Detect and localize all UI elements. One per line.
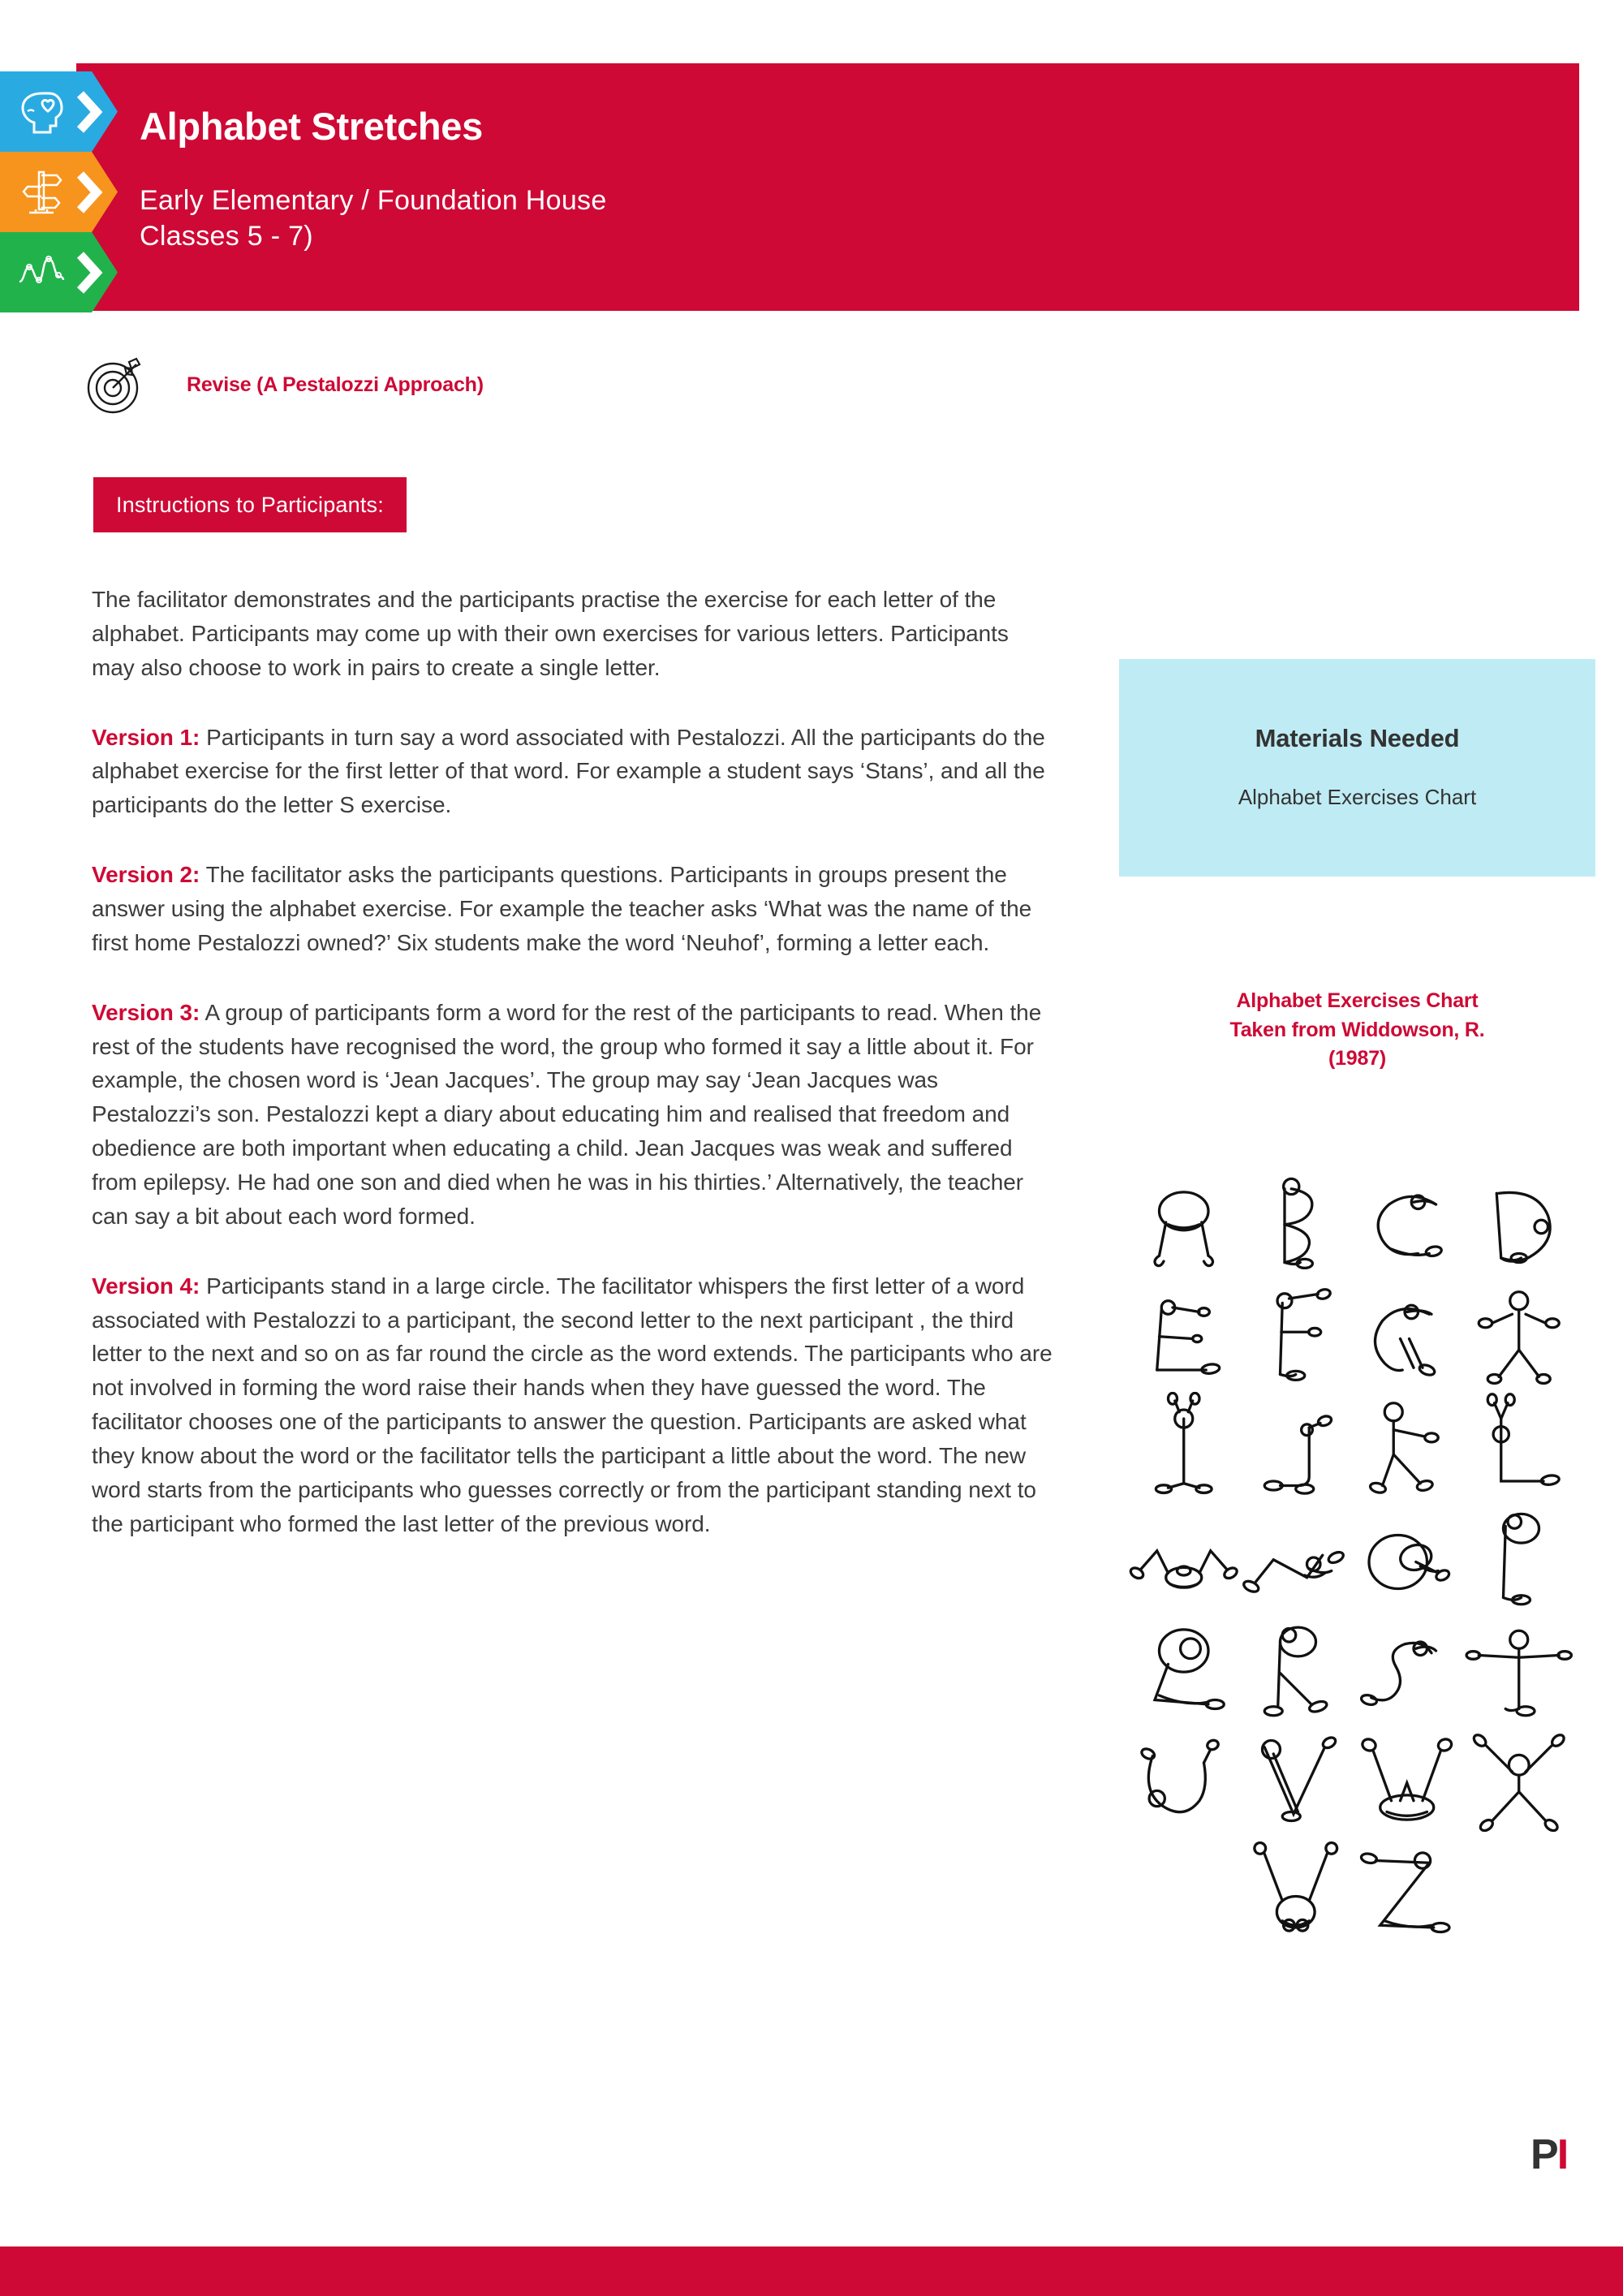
alphabet-grid-spacer — [1463, 1838, 1575, 1950]
instructions-banner-label: Instructions to Participants: — [116, 492, 384, 517]
alphabet-grid-spacer — [1128, 1838, 1240, 1950]
alphabet-chart-caption-line3: (1987) — [1328, 1047, 1387, 1070]
header-badge-group — [0, 71, 118, 315]
chevron-right-icon — [75, 252, 103, 294]
alphabet-figure-f — [1240, 1281, 1352, 1393]
version-2-label: Version 2: — [92, 862, 200, 888]
alphabet-figure-q — [1128, 1615, 1240, 1727]
alphabet-figure-d — [1463, 1169, 1575, 1281]
alphabet-figure-t — [1463, 1615, 1575, 1727]
version-1-text: Participants in turn say a word associated with Pestalozzi. All the participants do the alphabet exercise for the first letter of that word. For example a student says ‘Stans’, and all the participants do the letter S exercise. — [92, 724, 1045, 818]
chevron-right-icon — [75, 171, 103, 213]
paragraph-version-3 — [92, 996, 1057, 1234]
alphabet-figure-b — [1240, 1169, 1352, 1281]
section-heading: Revise (A Pestalozzi Approach) — [187, 373, 484, 396]
materials-needed-item: Alphabet Exercises Chart — [1238, 784, 1477, 809]
target-arrow-icon — [84, 352, 148, 416]
head-heart-icon — [18, 87, 65, 137]
version-1-label: Version 1: — [92, 724, 200, 750]
alphabet-figure-p — [1463, 1504, 1575, 1616]
paragraph-intro: The facilitator demonstrates and the participants practise the exercise for each letter of the alphabet. Participants may come up with their own exercises for various letters. Participants may also choose to work in pairs to create a single letter. — [92, 587, 1009, 680]
alphabet-figure-z — [1351, 1838, 1463, 1950]
materials-needed-title: Materials Needed — [1255, 723, 1460, 752]
instructions-banner — [93, 477, 407, 532]
alphabet-figure-k — [1351, 1392, 1463, 1504]
alphabet-chart-grid — [1128, 1169, 1574, 1875]
alphabet-figure-u — [1128, 1727, 1240, 1839]
alphabet-chart-caption-line1: Alphabet Exercises Chart — [1236, 989, 1479, 1012]
paragraph-version-1 — [92, 721, 1057, 823]
page-subtitle-line1: Early Elementary / Foundation House — [140, 185, 607, 216]
alphabet-figure-w — [1351, 1727, 1463, 1839]
alphabet-figure-v — [1240, 1727, 1352, 1839]
wave-chart-icon — [18, 248, 65, 298]
page-subtitle — [140, 183, 607, 254]
signpost-icon — [18, 167, 65, 218]
alphabet-figure-a — [1128, 1169, 1240, 1281]
logo-letter-p: P — [1530, 2131, 1557, 2178]
alphabet-figure-i — [1128, 1392, 1240, 1504]
alphabet-figure-l — [1463, 1392, 1575, 1504]
version-4-text: Participants stand in a large circle. The facilitator whispers the first letter of a word associated with Pestalozzi to a participant, the second letter to the next participant , the third letter to the next and so on as far round the circle as the word extends. The participants who are not involved in forming the word raise their hands when they have guessed the word. The facilitator chooses one of the participants to answer the question. Participants are asked what they know about the word or the facilitator tells the participant a little about the word. The new word starts from the participants who guesses correctly or from the participant standing next to the participant who formed the last letter of the previous word. — [92, 1273, 1053, 1536]
alphabet-figure-x — [1463, 1727, 1575, 1839]
badge-wave-chart — [0, 232, 118, 312]
brand-logo — [1530, 2131, 1568, 2178]
paragraph-version-4 — [92, 1269, 1057, 1541]
alphabet-chart-caption-line2: Taken from Widdowson, R. — [1229, 1018, 1485, 1041]
badge-signpost — [0, 152, 118, 232]
alphabet-chart-caption — [1119, 987, 1595, 1074]
instructions-body — [92, 583, 1057, 1541]
chevron-right-icon — [75, 91, 103, 133]
alphabet-figure-s — [1351, 1615, 1463, 1727]
logo-letter-i: I — [1556, 2131, 1568, 2178]
footer-bar — [0, 2246, 1623, 2296]
alphabet-figure-m — [1128, 1504, 1240, 1616]
materials-needed-box — [1119, 659, 1595, 877]
alphabet-figure-e — [1128, 1281, 1240, 1393]
alphabet-figure-o — [1351, 1504, 1463, 1616]
page-title: Alphabet Stretches — [140, 105, 483, 148]
alphabet-figure-y — [1240, 1838, 1352, 1950]
version-2-text: The facilitator asks the participants questions. Participants in groups present the answer using the alphabet exercise. For example the teacher asks ‘What was the name of the first home Pestalozzi owned?’ Six students make the word ‘Neuhof’, forming a letter each. — [92, 862, 1032, 955]
page-subtitle-line2: Classes 5 - 7) — [140, 221, 313, 252]
alphabet-figure-c — [1351, 1169, 1463, 1281]
version-3-label: Version 3: — [92, 999, 200, 1025]
alphabet-figure-j — [1240, 1392, 1352, 1504]
alphabet-figure-h — [1463, 1281, 1575, 1393]
version-4-label: Version 4: — [92, 1273, 200, 1299]
alphabet-figure-n — [1240, 1504, 1352, 1616]
alphabet-exercises-chart — [1128, 1169, 1574, 1875]
badge-head-heart — [0, 71, 118, 152]
alphabet-figure-g — [1351, 1281, 1463, 1393]
alphabet-figure-r — [1240, 1615, 1352, 1727]
version-3-text: A group of participants form a word for the rest of the participants to read. When the rest of the students have recognised the word, the group who formed it say a little about it. For example, the chosen word is ‘Jean Jacques’. The group may say ‘Jean Jacques was Pestalozzi’s son. Pestalozzi kept a diary about educating him and realised that freedom and obedience are both important when educating a child. Jean Jacques was weak and suffered from epilepsy. He had one son and died when he was in his thirties.’ Alternatively, the teacher can say a bit about each word formed. — [92, 999, 1042, 1229]
paragraph-version-2 — [92, 858, 1057, 960]
